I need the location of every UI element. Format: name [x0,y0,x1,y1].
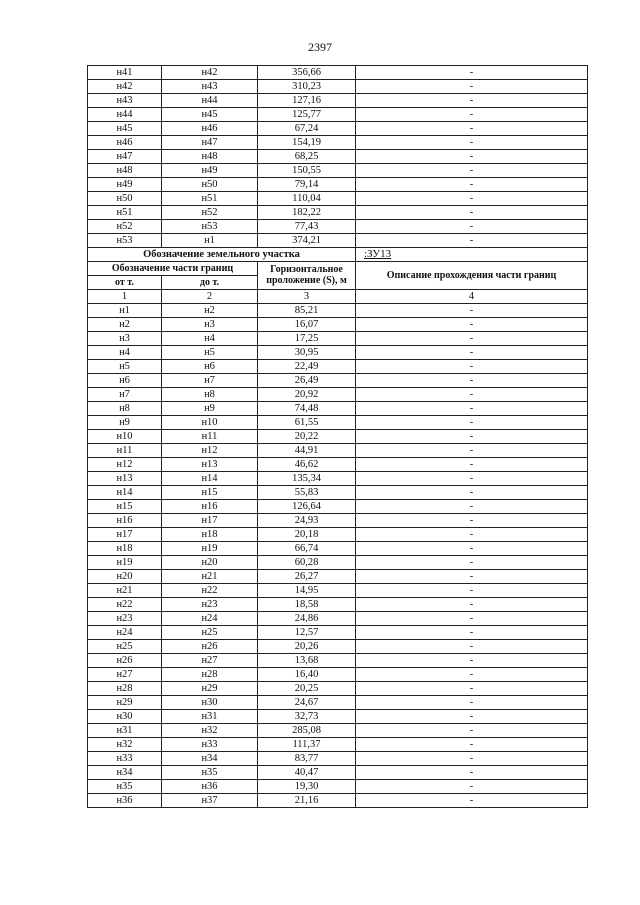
point-to: н27 [162,654,258,668]
segment-length: 20,25 [258,682,356,696]
segment-description: - [356,682,588,696]
point-to: н32 [162,724,258,738]
table-row [88,178,588,192]
table-row [88,528,588,542]
segment-description: - [356,598,588,612]
point-from: н42 [88,80,162,94]
point-from: н32 [88,738,162,752]
point-from: н43 [88,94,162,108]
segment-length: 111,37 [258,738,356,752]
point-to: н44 [162,94,258,108]
segment-description: - [356,332,588,346]
table-row [88,472,588,486]
point-to: н42 [162,66,258,80]
point-from: н48 [88,164,162,178]
table-row [88,486,588,500]
point-to: н14 [162,472,258,486]
segment-description: - [356,696,588,710]
table-row [88,794,588,808]
point-to: н51 [162,192,258,206]
column-number: 3 [258,290,356,304]
point-from: н17 [88,528,162,542]
table-row [88,640,588,654]
table-row [88,738,588,752]
segment-length: 16,40 [258,668,356,682]
table-row [88,612,588,626]
point-from: н4 [88,346,162,360]
segment-length: 24,67 [258,696,356,710]
segment-length: 79,14 [258,178,356,192]
point-to: н9 [162,402,258,416]
point-from: н3 [88,332,162,346]
segment-length: 32,73 [258,710,356,724]
segment-length: 135,34 [258,472,356,486]
segment-length: 77,43 [258,220,356,234]
header-to: до т. [162,276,258,290]
point-to: н28 [162,668,258,682]
segment-length: 68,25 [258,150,356,164]
segment-length: 61,55 [258,416,356,430]
point-to: н12 [162,444,258,458]
segment-length: 17,25 [258,332,356,346]
point-to: н52 [162,206,258,220]
segment-length: 16,07 [258,318,356,332]
segment-length: 26,49 [258,374,356,388]
segment-length: 12,57 [258,626,356,640]
segment-description: - [356,388,588,402]
table-row [88,332,588,346]
point-to: н36 [162,780,258,794]
segment-length: 110,04 [258,192,356,206]
point-from: н12 [88,458,162,472]
point-from: н11 [88,444,162,458]
point-to: н2 [162,304,258,318]
point-from: н35 [88,780,162,794]
parcel-value: :ЗУ13 [356,248,588,262]
segment-description: - [356,458,588,472]
segment-length: 74,48 [258,402,356,416]
header-from: от т. [88,276,162,290]
point-from: н9 [88,416,162,430]
segment-length: 24,93 [258,514,356,528]
segment-description: - [356,318,588,332]
point-to: н6 [162,360,258,374]
segment-description: - [356,752,588,766]
point-from: н41 [88,66,162,80]
point-from: н36 [88,794,162,808]
point-from: н50 [88,192,162,206]
segment-length: 24,86 [258,612,356,626]
header-row-top [88,262,588,276]
point-from: н8 [88,402,162,416]
segment-length: 20,92 [258,388,356,402]
segment-description: - [356,122,588,136]
point-from: н31 [88,724,162,738]
point-from: н23 [88,612,162,626]
point-from: н20 [88,570,162,584]
point-from: н10 [88,430,162,444]
column-number: 2 [162,290,258,304]
table-row [88,136,588,150]
table-row [88,500,588,514]
point-from: н49 [88,178,162,192]
point-from: н26 [88,654,162,668]
point-from: н14 [88,486,162,500]
segment-length: 20,26 [258,640,356,654]
segment-description: - [356,612,588,626]
point-to: н47 [162,136,258,150]
point-to: н33 [162,738,258,752]
segment-description: - [356,206,588,220]
point-from: н53 [88,234,162,248]
point-to: н43 [162,80,258,94]
point-to: н20 [162,556,258,570]
point-from: н29 [88,696,162,710]
point-from: н6 [88,374,162,388]
segment-description: - [356,66,588,80]
segments-body [88,304,588,808]
segment-description: - [356,94,588,108]
segment-description: - [356,514,588,528]
segment-length: 20,18 [258,528,356,542]
point-to: н18 [162,528,258,542]
segment-length: 40,47 [258,766,356,780]
table-row [88,150,588,164]
segment-length: 26,27 [258,570,356,584]
segment-description: - [356,724,588,738]
segment-description: - [356,220,588,234]
segment-description: - [356,640,588,654]
segment-description: - [356,794,588,808]
table-row [88,388,588,402]
segment-length: 126,64 [258,500,356,514]
segment-length: 21,16 [258,794,356,808]
segment-length: 19,30 [258,780,356,794]
segment-length: 44,91 [258,444,356,458]
segment-description: - [356,542,588,556]
point-from: н52 [88,220,162,234]
point-from: н13 [88,472,162,486]
point-to: н10 [162,416,258,430]
table-row [88,766,588,780]
point-to: н53 [162,220,258,234]
segment-description: - [356,654,588,668]
point-to: н7 [162,374,258,388]
table-row [88,374,588,388]
point-from: н51 [88,206,162,220]
point-to: н16 [162,500,258,514]
point-to: н8 [162,388,258,402]
segment-length: 356,66 [258,66,356,80]
point-from: н22 [88,598,162,612]
point-from: н21 [88,584,162,598]
point-to: н1 [162,234,258,248]
point-to: н15 [162,486,258,500]
table-row [88,458,588,472]
point-to: н23 [162,598,258,612]
point-from: н27 [88,668,162,682]
point-from: н1 [88,304,162,318]
point-from: н7 [88,388,162,402]
point-to: н26 [162,640,258,654]
segment-description: - [356,780,588,794]
segment-length: 125,77 [258,108,356,122]
point-to: н5 [162,346,258,360]
point-to: н4 [162,332,258,346]
segment-description: - [356,346,588,360]
table-row [88,164,588,178]
point-to: н49 [162,164,258,178]
table-row [88,108,588,122]
column-number: 1 [88,290,162,304]
segment-length: 14,95 [258,584,356,598]
point-to: н30 [162,696,258,710]
segment-description: - [356,556,588,570]
column-numbers-row [88,290,588,304]
segment-description: - [356,234,588,248]
point-to: н34 [162,752,258,766]
segment-description: - [356,500,588,514]
segment-length: 154,19 [258,136,356,150]
table-row [88,80,588,94]
point-to: н3 [162,318,258,332]
column-number: 4 [356,290,588,304]
point-to: н11 [162,430,258,444]
segment-length: 182,22 [258,206,356,220]
segment-description: - [356,710,588,724]
table-row [88,304,588,318]
segment-description: - [356,80,588,94]
point-to: н37 [162,794,258,808]
table-row [88,682,588,696]
table-row [88,696,588,710]
segment-description: - [356,738,588,752]
point-to: н29 [162,682,258,696]
point-from: н33 [88,752,162,766]
table-row [88,514,588,528]
segment-description: - [356,626,588,640]
table-row [88,668,588,682]
parcel-row [88,248,588,262]
header-boundary-parts: Обозначение части границ [88,262,258,276]
segment-length: 374,21 [258,234,356,248]
parcel-header-body [88,248,588,304]
segment-description: - [356,150,588,164]
point-from: н16 [88,514,162,528]
segment-description: - [356,486,588,500]
point-to: н46 [162,122,258,136]
segment-length: 46,62 [258,458,356,472]
segment-description: - [356,668,588,682]
point-to: н17 [162,514,258,528]
table-row [88,710,588,724]
segment-length: 22,49 [258,360,356,374]
segment-description: - [356,402,588,416]
segment-description: - [356,430,588,444]
point-from: н5 [88,360,162,374]
table-row [88,724,588,738]
parcel-label: Обозначение земельного участка [88,248,356,262]
point-to: н25 [162,626,258,640]
table-row [88,94,588,108]
segment-length: 30,95 [258,346,356,360]
point-to: н21 [162,570,258,584]
table-row [88,570,588,584]
table-row [88,122,588,136]
segment-length: 13,68 [258,654,356,668]
table-row [88,752,588,766]
point-to: н24 [162,612,258,626]
segment-length: 66,74 [258,542,356,556]
table-row [88,192,588,206]
point-from: н19 [88,556,162,570]
segment-description: - [356,472,588,486]
point-from: н2 [88,318,162,332]
segment-length: 310,23 [258,80,356,94]
segment-description: - [356,766,588,780]
point-from: н47 [88,150,162,164]
segment-length: 18,58 [258,598,356,612]
point-from: н30 [88,710,162,724]
point-to: н22 [162,584,258,598]
point-from: н34 [88,766,162,780]
point-to: н48 [162,150,258,164]
segment-description: - [356,374,588,388]
segment-length: 20,22 [258,430,356,444]
point-from: н44 [88,108,162,122]
table-row [88,66,588,80]
header-description: Описание прохождения части границ [356,262,588,290]
segment-description: - [356,584,588,598]
point-to: н13 [162,458,258,472]
segment-description: - [356,416,588,430]
segment-description: - [356,192,588,206]
table-row [88,346,588,360]
segment-length: 85,21 [258,304,356,318]
point-to: н19 [162,542,258,556]
segment-description: - [356,164,588,178]
header-length: Горизонтальное проложение (S), м [258,262,356,290]
segment-length: 60,28 [258,556,356,570]
point-from: н45 [88,122,162,136]
point-to: н31 [162,710,258,724]
segment-description: - [356,570,588,584]
point-from: н18 [88,542,162,556]
segment-description: - [356,304,588,318]
segment-length: 55,83 [258,486,356,500]
table-row [88,234,588,248]
table-row [88,654,588,668]
table-row [88,444,588,458]
table-row [88,542,588,556]
table-row [88,416,588,430]
segment-description: - [356,178,588,192]
top-segments-body [88,66,588,248]
point-from: н46 [88,136,162,150]
table-row [88,318,588,332]
segment-description: - [356,360,588,374]
segment-length: 127,16 [258,94,356,108]
table-row [88,402,588,416]
segment-description: - [356,444,588,458]
segment-length: 285,08 [258,724,356,738]
point-to: н45 [162,108,258,122]
page-number: 2397 [308,40,332,54]
table-row [88,206,588,220]
segment-description: - [356,108,588,122]
point-to: н35 [162,766,258,780]
table-row [88,360,588,374]
segment-description: - [356,528,588,542]
point-from: н25 [88,640,162,654]
point-from: н24 [88,626,162,640]
table-row [88,780,588,794]
table-row [88,220,588,234]
point-from: н28 [88,682,162,696]
table-row [88,430,588,444]
segment-description: - [356,136,588,150]
point-to: н50 [162,178,258,192]
segment-length: 67,24 [258,122,356,136]
point-from: н15 [88,500,162,514]
table-row [88,556,588,570]
segment-length: 83,77 [258,752,356,766]
table-row [88,626,588,640]
segment-length: 150,55 [258,164,356,178]
table-row [88,598,588,612]
boundary-table [87,65,588,808]
table-row [88,584,588,598]
